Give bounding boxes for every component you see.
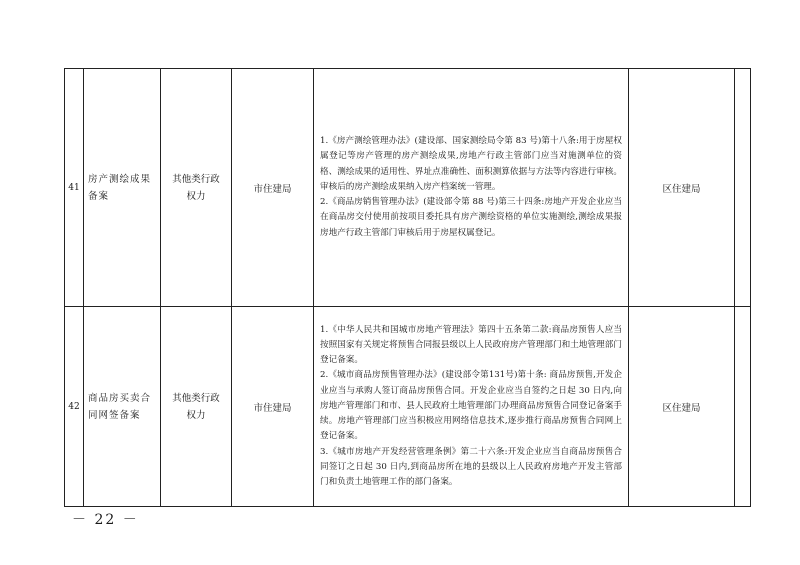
implementer: 区住建局 (629, 307, 735, 507)
power-type (161, 69, 232, 307)
page-number: － 22 － (72, 512, 139, 528)
remarks-cell (735, 69, 751, 307)
table-row (65, 69, 751, 307)
row-number: 42 (65, 307, 84, 507)
power-type-text: 其他类行政权力 (172, 173, 220, 202)
basis-clause: 2.《城市商品房预售管理办法》(建设部令第131号)第十条: 商品房预售,开发企业应当与承购人签订商品房预售合同。开发企业应当自签约之日起 30 日内,向房地产管理部门和市、县人民政府土地管理部门办理商品房预售合同登记备案手续。房地产管理部门应当积极应用网络信息技术,逐步推行商品房预售合同网上登记备案。 (320, 370, 622, 442)
legal-basis (314, 307, 629, 507)
item-name: 商品房买卖合同网签备案 (84, 307, 161, 507)
basis-clause: 2.《商品房销售管理办法》(建设部令第 88 号)第三十四条:房地产开发企业应当在商品房交付使用前按项目委托具有房产测绘资格的单位实施测绘,测绘成果报房地产行政主管部门审核后用于房屋权属登记。 (320, 197, 622, 238)
item-name: 房产测绘成果备案 (84, 69, 161, 307)
legal-basis (314, 69, 629, 307)
row-number: 41 (65, 69, 84, 307)
basis-clause: 1.《中华人民共和国城市房地产管理法》第四十五条第二款:商品房预售人应当按照国家有关规定将预售合同报县级以上人民政府房产管理部门和土地管理部门登记备案。 (320, 324, 622, 366)
table-row (65, 307, 751, 507)
power-type-text: 其他类行政权力 (172, 392, 220, 421)
power-type (161, 307, 232, 507)
basis-clause: 3.《城市房地产开发经营管理条例》第二十六条:开发企业应当自商品房预售合同签订之日起 30 日内,到商品房所在地的县级以上人民政府房地产开发主管部门和负责土地管理工作的部门备案。 (320, 446, 622, 487)
remarks-cell (735, 307, 751, 507)
department: 市住建局 (232, 69, 314, 307)
power-list-table (64, 68, 751, 507)
department: 市住建局 (232, 307, 314, 507)
basis-clause: 1.《房产测绘管理办法》(建设部、国家测绘局令第 83 号)第十八条:用于房屋权属登记等房产管理的房产测绘成果,房地产行政主管部门应当对施测单位的资格、测绘成果的适用性、界址点准确性、面积测算依据与方法等内容进行审核。审核后的房产测绘成果纳入房产档案统一管理。 (320, 136, 622, 192)
implementer: 区住建局 (629, 69, 735, 307)
